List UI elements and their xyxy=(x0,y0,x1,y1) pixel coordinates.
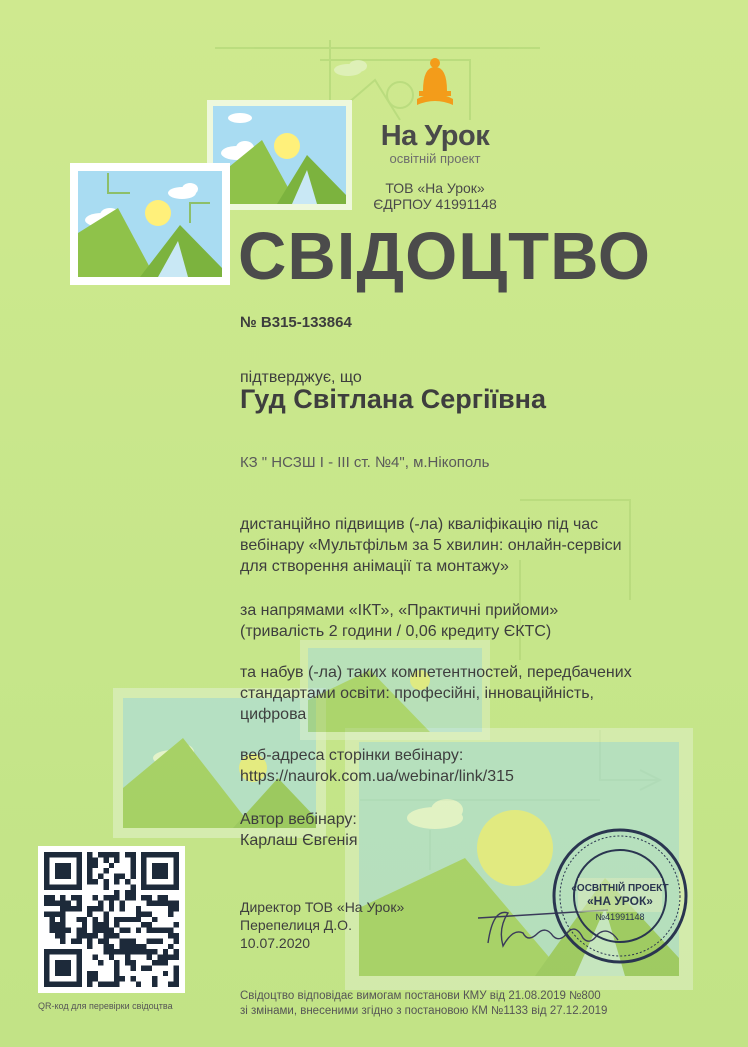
footer-line: зі змінами, внесеними згідно з постановою КМ №1133 від 27.12.2019 xyxy=(240,1005,608,1017)
logo xyxy=(360,55,510,166)
legal-footer xyxy=(240,989,670,1019)
director-position: Директор ТОВ «На Урок» xyxy=(240,899,405,915)
company-info xyxy=(370,180,500,212)
person-name: Гуд Світлана Сергіївна xyxy=(240,384,546,414)
qr-code xyxy=(38,846,185,993)
stamp-text-1: «ОСВІТНІЙ ПРОЕКТ xyxy=(571,883,669,894)
qualification-text xyxy=(240,514,680,577)
body-line: дистанційно підвищив (-ла) кваліфікацію під час xyxy=(240,516,599,533)
confirm-text: підтверджує, що xyxy=(240,369,362,386)
body-line: стандартами освіти: професійні, інноваційність, xyxy=(240,685,594,702)
competencies-text xyxy=(240,662,680,725)
footer-line: Свідоцтво відповідає вимогам постанови КМУ від 21.08.2019 №800 xyxy=(240,990,601,1002)
body-line: за напрямами «ІКТ», «Практичні прийоми» xyxy=(240,602,559,619)
stamp-text-2: «НА УРОК» xyxy=(587,894,653,908)
stamp-code: №41991148 xyxy=(595,912,645,922)
directions-text xyxy=(240,600,680,642)
author-name: Карлаш Євгенія xyxy=(240,832,358,849)
body-line: вебінару «Мультфільм за 5 хвилин: онлайн-сервіси xyxy=(240,537,622,554)
web-url: https://naurok.com.ua/webinar/link/315 xyxy=(240,768,514,785)
body-line: та набув (-ла) таких компетентностей, передбачених xyxy=(240,664,632,681)
landscape-picture-left xyxy=(70,163,230,285)
certificate-title: СВІДОЦТВО xyxy=(238,219,651,294)
certificate-number: № В315-133864 xyxy=(240,314,352,331)
body-line: цифрова xyxy=(240,706,307,723)
web-label: веб-адреса сторінки вебінару: xyxy=(240,747,464,764)
body-line: (тривалість 2 години / 0,06 кредиту ЄКТС) xyxy=(240,623,552,640)
qr-caption: QR-код для перевірки свідоцтва xyxy=(38,1001,173,1011)
director-name: Перепелиця Д.О. xyxy=(240,917,352,933)
body-line: для створення анімації та монтажу» xyxy=(240,558,509,575)
stamp-seal xyxy=(550,826,690,966)
logo-title: На Урок xyxy=(380,120,490,152)
bell-icon xyxy=(413,55,457,113)
organization: КЗ " НСЗШ І - ІІІ ст. №4", м.Нікополь xyxy=(240,454,490,471)
signature-date: 10.07.2020 xyxy=(240,935,311,951)
company-code: ЄДРПОУ 41991148 xyxy=(373,196,497,212)
author-label: Автор вебінару: xyxy=(240,811,357,828)
signature-block xyxy=(240,898,404,952)
company-name: ТОВ «На Урок» xyxy=(385,180,485,196)
logo-tagline: освітній проект xyxy=(389,151,481,166)
qr-code-image xyxy=(44,852,179,987)
webinar-address xyxy=(240,745,680,787)
